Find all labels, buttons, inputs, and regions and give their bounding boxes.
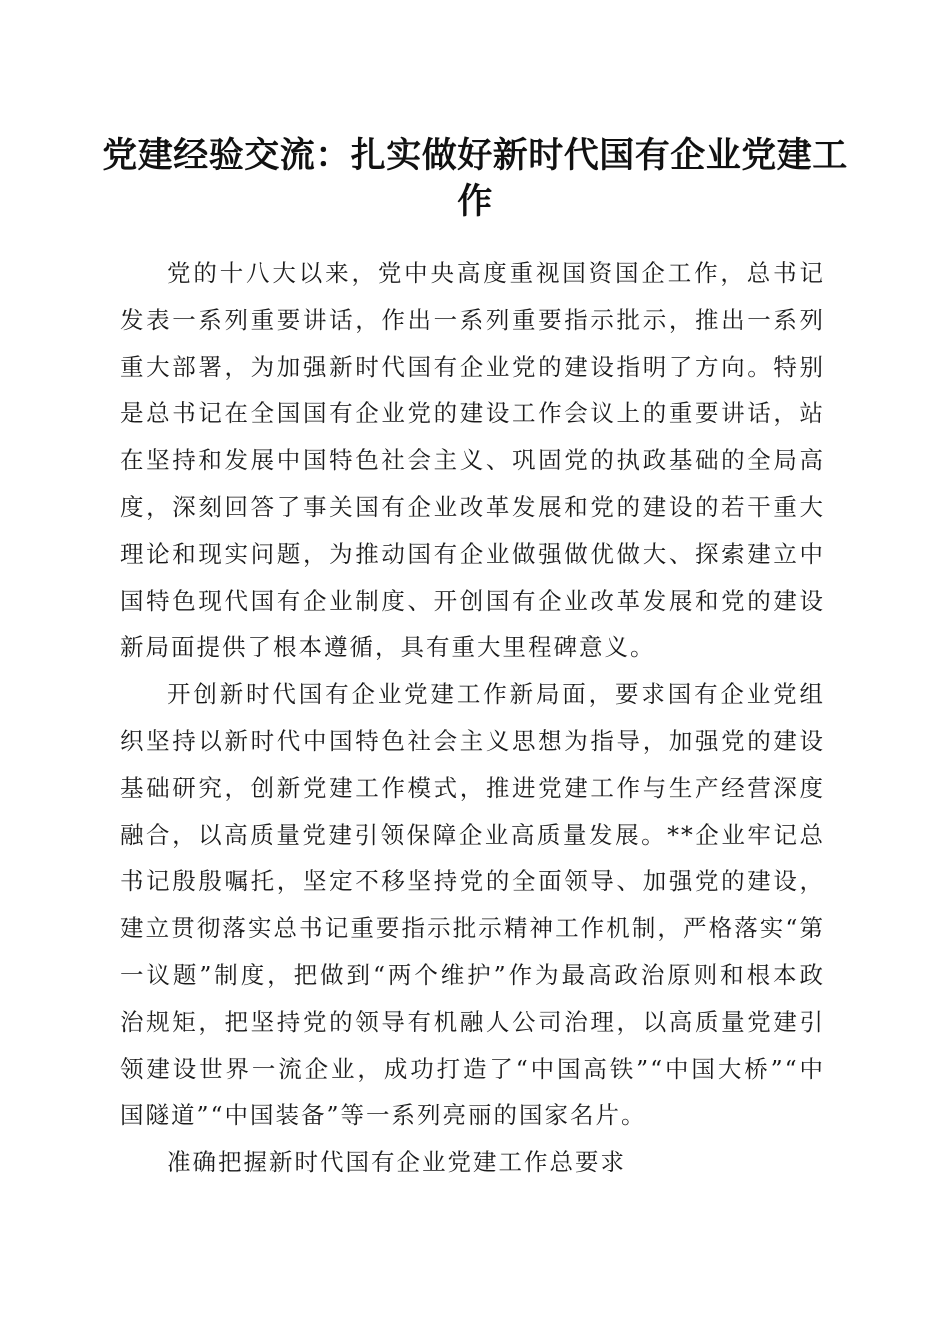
document-body [120,250,825,1186]
document-title: 党建经验交流：扎实做好新时代国有企业党建工作 [102,135,848,222]
paragraph-2: 开创新时代国有企业党建工作新局面，要求国有企业党组织坚持以新时代中国特色社会主义思想为指导，加强党的建设基础研究，创新党建工作模式，推进党建工作与生产经营深度融合，以高质量党建引领保障企业高质量发展。**企业牢记总书记殷殷嘱托，坚定不移坚持党的全面领导、加强党的建设，建立贯彻落实总书记重要指示批示精神工作机制，严格落实“第一议题”制度，把做到“两个维护”作为最高政治原则和根本政治规矩，把坚持党的领导有机融人公司治理，以高质量党建引领建设世界一流企业，成功打造了“中国高铁”“中国大桥”“中国隧道”“中国装备”等一系列亮丽的国家名片。 [120,680,825,1130]
paragraph-3-heading: 准确把握新时代国有企业党建工作总要求 [167,1148,626,1177]
paragraph-1: 党的十八大以来，党中央高度重视国资国企工作，总书记发表一系列重要讲话，作出一系列重要指示批示，推出一系列重大部署，为加强新时代国有企业党的建设指明了方向。特别是总书记在全国国有企业党的建设工作会议上的重要讲话，站在坚持和发展中国特色社会主义、巩固党的执政基础的全局高度，深刻回答了事关国有企业改革发展和党的建设的若干重大理论和现实问题，为推动国有企业做强做优做大、探索建立中国特色现代国有企业制度、开创国有企业改革发展和党的建设新局面提供了根本遵循，具有重大里程碑意义。 [120,259,825,662]
